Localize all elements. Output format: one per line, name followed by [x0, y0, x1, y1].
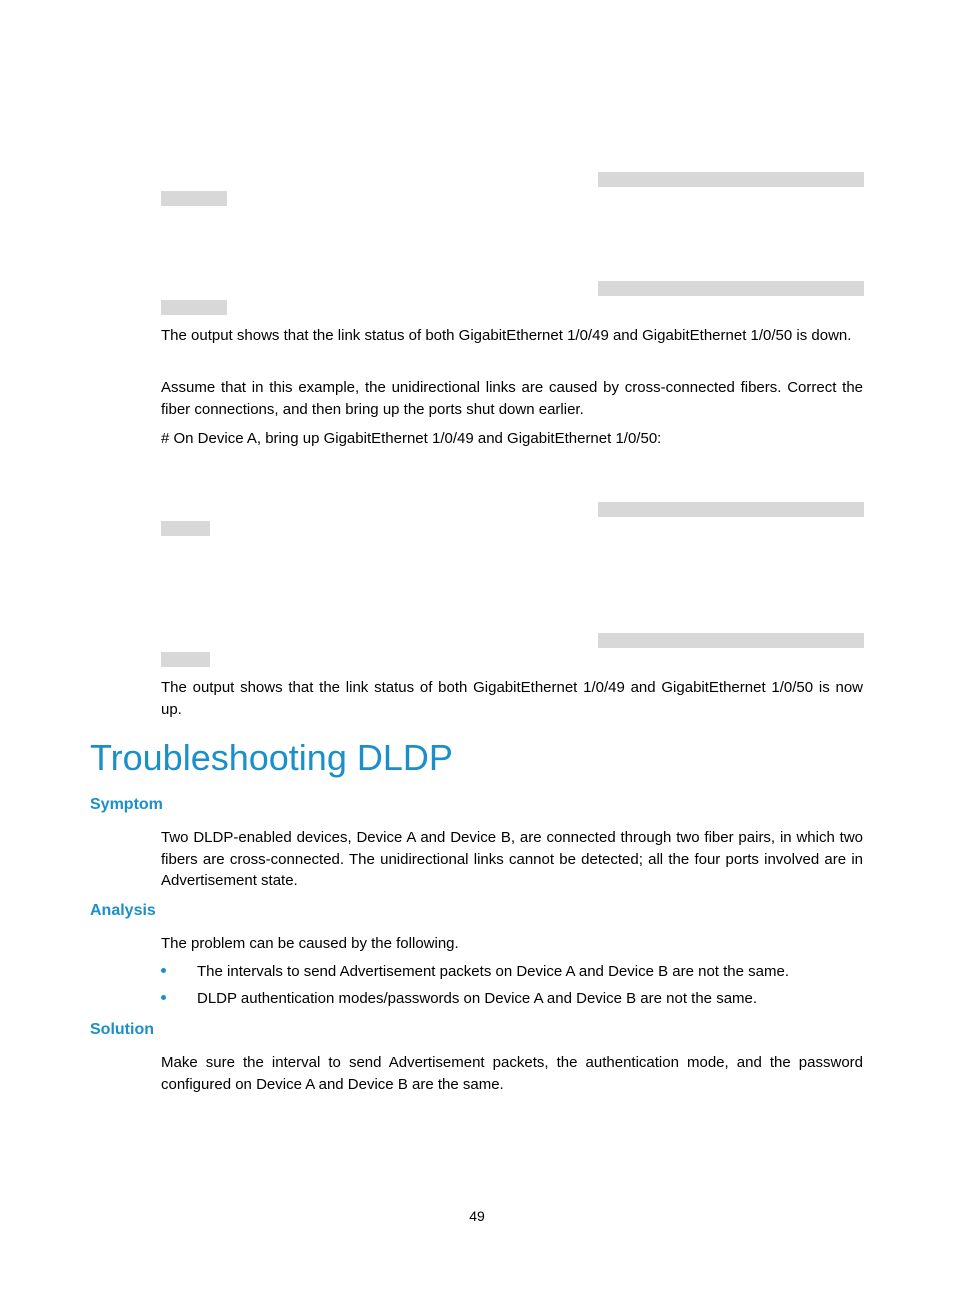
- analysis-intro: The problem can be caused by the following.: [161, 935, 459, 952]
- redacted-bar: [598, 281, 864, 296]
- symptom-text: Two DLDP-enabled devices, Device A and Device B, are connected through two fiber pairs, in which two fibers are cross-connected. The unidirectional links cannot be detected; all the four ports involved are in Advertisement state.: [161, 829, 863, 889]
- page-number: 49: [469, 1208, 485, 1224]
- list-item-text: DLDP authentication modes/passwords on Device A and Device B are not the same.: [197, 990, 758, 1007]
- paragraph-device-a: # On Device A, bring up GigabitEthernet 1/0/49 and GigabitEthernet 1/0/50:: [161, 430, 662, 447]
- paragraph-link-down: The output shows that the link status of both GigabitEthernet 1/0/49 and GigabitEthernet 1/0/50 is down.: [161, 327, 852, 344]
- redacted-bar: [161, 652, 210, 667]
- paragraph-assume: Assume that in this example, the unidirectional links are caused by cross-connected fibers. Correct the fiber connections, and then bring up the ports shut down earlier.: [161, 379, 863, 418]
- paragraph-link-up: The output shows that the link status of both GigabitEthernet 1/0/49 and GigabitEthernet 1/0/50 is now up.: [161, 679, 863, 718]
- redacted-bar: [598, 172, 864, 187]
- section-title: Troubleshooting DLDP: [90, 737, 453, 778]
- redacted-bar: [598, 633, 864, 648]
- redacted-bar: [161, 521, 210, 536]
- solution-text: Make sure the interval to send Advertisement packets, the authentication mode, and the password configured on Device A and Device B are the same.: [161, 1054, 863, 1093]
- solution-heading: Solution: [90, 1021, 154, 1038]
- redacted-bar: [161, 191, 227, 206]
- symptom-heading: Symptom: [90, 796, 163, 813]
- redacted-bar: [161, 300, 227, 315]
- list-item-text: The intervals to send Advertisement packets on Device A and Device B are not the same.: [197, 963, 789, 980]
- analysis-heading: Analysis: [90, 902, 156, 919]
- bullet-icon: [161, 968, 166, 973]
- redacted-bar: [598, 502, 864, 517]
- bullet-icon: [161, 995, 166, 1000]
